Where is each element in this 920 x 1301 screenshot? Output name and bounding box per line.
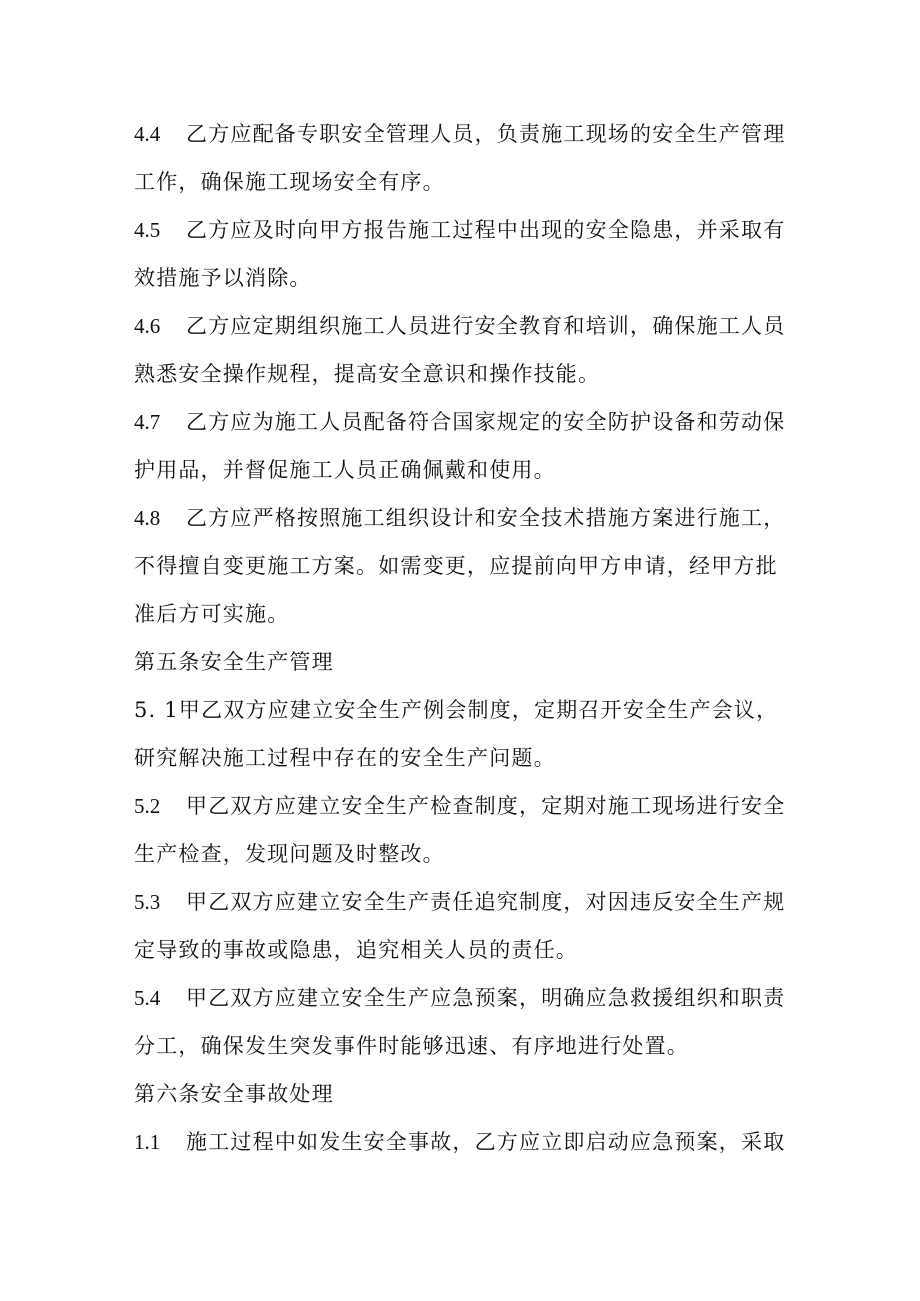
clause-5-2-line-2: 生产检查，发现问题及时整改。: [134, 842, 445, 866]
clause-number: 4.8: [134, 506, 161, 530]
clause-5-2-line-1: [134, 782, 786, 830]
clause-4-7-line-2: 护用品，并督促施工人员正确佩戴和使用。: [134, 458, 556, 482]
clause-5-1-line-1: 5. 1甲乙双方应建立安全生产例会制度，定期召开安全生产会议，: [134, 698, 779, 722]
clause-number: 4.5: [134, 218, 161, 242]
clause-4-5-line-2: 效措施予以消除。: [134, 266, 312, 290]
clause-number: 4.4: [134, 122, 161, 146]
clause-4-8-line-1: [134, 494, 786, 542]
clause-number: 1.1: [134, 1130, 161, 1154]
clause-number: 5.2: [134, 794, 161, 818]
clause-4-7-line-1: [134, 398, 786, 446]
section-heading-6: 第六条安全事故处理: [134, 1082, 334, 1106]
clause-number: 4.6: [134, 314, 161, 338]
clause-5-3-line-1: [134, 878, 786, 926]
document-page: [134, 110, 786, 1166]
clause-text: 甲乙双方应建立安全生产检查制度，定期对施工现场进行安全: [186, 794, 786, 818]
clause-5-4-line-2: 分工，确保发生突发事件时能够迅速、有序地进行处置。: [134, 1034, 689, 1058]
clause-text: 施工过程中如发生安全事故，乙方应立即启动应急预案，采取: [186, 1130, 786, 1154]
clause-text: 甲乙双方应建立安全生产应急预案，明确应急救援组织和职责: [186, 986, 786, 1010]
clause-4-6-line-1: [134, 302, 786, 350]
clause-5-1-line-2: 研究解决施工过程中存在的安全生产问题。: [134, 746, 556, 770]
clause-4-6-line-2: 熟悉安全操作规程，提高安全意识和操作技能。: [134, 362, 601, 386]
clause-4-8-line-3: 准后方可实施。: [134, 602, 290, 626]
clause-text: 乙方应为施工人员配备符合国家规定的安全防护设备和劳动保: [186, 410, 786, 434]
clause-text: 乙方应配备专职安全管理人员，负责施工现场的安全生产管理: [186, 122, 786, 146]
clause-text: 乙方应严格按照施工组织设计和安全技术措施方案进行施工，: [186, 506, 786, 530]
clause-5-4-line-1: [134, 974, 786, 1022]
clause-text: 乙方应及时向甲方报告施工过程中出现的安全隐患，并采取有: [186, 218, 786, 242]
clause-text: 甲乙双方应建立安全生产责任追究制度，对因违反安全生产规: [186, 890, 786, 914]
clause-1-1-line-1: [134, 1118, 786, 1166]
clause-4-5-line-1: [134, 206, 786, 254]
clause-4-4-line-2: 工作，确保施工现场安全有序。: [134, 170, 445, 194]
clause-text: 乙方应定期组织施工人员进行安全教育和培训，确保施工人员: [186, 314, 786, 338]
clause-number: 5.4: [134, 986, 161, 1010]
clause-4-4-line-1: [134, 110, 786, 158]
clause-number: 4.7: [134, 410, 161, 434]
section-heading-5: 第五条安全生产管理: [134, 650, 334, 674]
clause-5-3-line-2: 定导致的事故或隐患，追究相关人员的责任。: [134, 938, 578, 962]
clause-number: 5.3: [134, 890, 161, 914]
clause-4-8-line-2: 不得擅自变更施工方案。如需变更，应提前向甲方申请，经甲方批: [134, 554, 778, 578]
